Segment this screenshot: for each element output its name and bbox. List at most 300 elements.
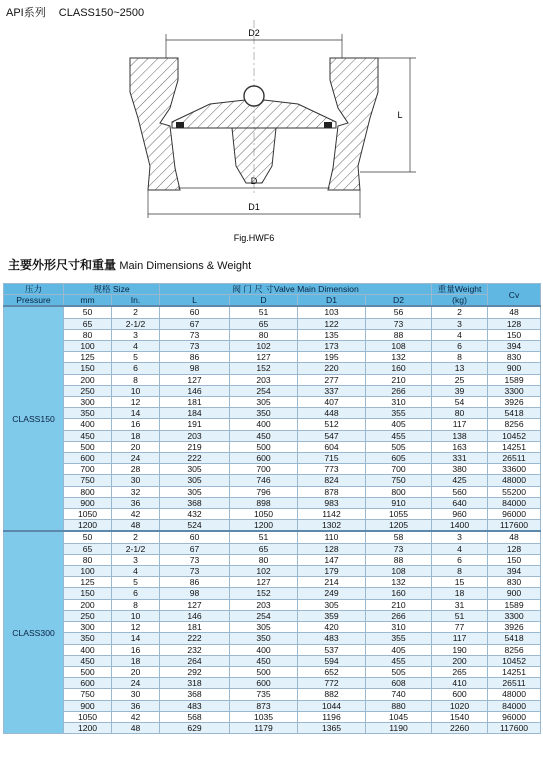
weight-kg-cell: 80 xyxy=(432,408,488,419)
weight-kg-cell: 425 xyxy=(432,475,488,486)
table-row xyxy=(4,588,541,599)
size-in-cell: 10 xyxy=(112,385,160,396)
table-row xyxy=(4,655,541,666)
size-in-cell: 16 xyxy=(112,644,160,655)
dim-d-cell: 873 xyxy=(230,700,298,711)
dim-l-cell: 73 xyxy=(160,566,230,577)
dim-d-cell: 102 xyxy=(230,566,298,577)
size-in-cell: 5 xyxy=(112,352,160,363)
dim-d1-cell: 220 xyxy=(298,363,366,374)
table-row xyxy=(4,622,541,633)
dim-d-cell: 400 xyxy=(230,419,298,430)
cv-cell: 150 xyxy=(488,329,541,340)
dim-d-cell: 796 xyxy=(230,486,298,497)
header-d: D xyxy=(230,295,298,307)
dim-d2-cell: 88 xyxy=(366,329,432,340)
size-mm-cell: 400 xyxy=(64,644,112,655)
size-mm-cell: 600 xyxy=(64,453,112,464)
dim-l-cell: 305 xyxy=(160,486,230,497)
dim-d2-cell: 740 xyxy=(366,689,432,700)
dim-label-d1: D1 xyxy=(248,202,260,212)
dim-d1-cell: 547 xyxy=(298,430,366,441)
size-mm-cell: 450 xyxy=(64,655,112,666)
section-title-cn: 主要外形尺寸和重量 xyxy=(8,258,117,272)
table-row xyxy=(4,306,541,318)
dim-l-cell: 222 xyxy=(160,633,230,644)
weight-kg-cell: 190 xyxy=(432,644,488,655)
dim-l-cell: 146 xyxy=(160,385,230,396)
cv-cell: 8256 xyxy=(488,419,541,430)
table-row xyxy=(4,318,541,329)
size-mm-cell: 200 xyxy=(64,374,112,385)
weight-kg-cell: 265 xyxy=(432,666,488,677)
dim-d2-cell: 605 xyxy=(366,453,432,464)
weight-kg-cell: 410 xyxy=(432,678,488,689)
dim-d1-cell: 173 xyxy=(298,341,366,352)
size-mm-cell: 500 xyxy=(64,666,112,677)
cv-cell: 96000 xyxy=(488,509,541,520)
dim-d1-cell: 604 xyxy=(298,441,366,452)
dim-d-cell: 350 xyxy=(230,408,298,419)
size-in-cell: 16 xyxy=(112,419,160,430)
dim-l-cell: 305 xyxy=(160,475,230,486)
dim-d1-cell: 652 xyxy=(298,666,366,677)
dim-l-cell: 305 xyxy=(160,464,230,475)
class-range: CLASS150~2500 xyxy=(58,7,145,19)
dim-d2-cell: 310 xyxy=(366,622,432,633)
pressure-class-cell: CLASS300 xyxy=(4,531,64,733)
size-in-cell: 18 xyxy=(112,655,160,666)
dim-d-cell: 65 xyxy=(230,318,298,329)
dim-d-cell: 80 xyxy=(230,554,298,565)
dim-d1-cell: 179 xyxy=(298,566,366,577)
cv-cell: 150 xyxy=(488,554,541,565)
dim-d-cell: 600 xyxy=(230,453,298,464)
dim-d2-cell: 88 xyxy=(366,554,432,565)
size-in-cell: 30 xyxy=(112,475,160,486)
table-row xyxy=(4,408,541,419)
size-in-cell: 30 xyxy=(112,689,160,700)
table-row xyxy=(4,475,541,486)
figure-caption: Fig.HWF6 xyxy=(233,233,275,243)
size-mm-cell: 125 xyxy=(64,352,112,363)
size-mm-cell: 250 xyxy=(64,610,112,621)
size-in-cell: 20 xyxy=(112,441,160,452)
size-mm-cell: 50 xyxy=(64,306,112,318)
dim-l-cell: 98 xyxy=(160,363,230,374)
size-in-cell: 5 xyxy=(112,577,160,588)
size-in-cell: 42 xyxy=(112,711,160,722)
dim-l-cell: 629 xyxy=(160,722,230,733)
dim-d2-cell: 160 xyxy=(366,363,432,374)
size-mm-cell: 300 xyxy=(64,397,112,408)
size-in-cell: 2-1/2 xyxy=(112,318,160,329)
cv-cell: 26511 xyxy=(488,678,541,689)
dim-d1-cell: 249 xyxy=(298,588,366,599)
table-row xyxy=(4,700,541,711)
weight-kg-cell: 560 xyxy=(432,486,488,497)
weight-kg-cell: 640 xyxy=(432,497,488,508)
size-mm-cell: 65 xyxy=(64,318,112,329)
dim-d-cell: 254 xyxy=(230,610,298,621)
dim-d-cell: 898 xyxy=(230,497,298,508)
dim-d1-cell: 715 xyxy=(298,453,366,464)
dim-d2-cell: 355 xyxy=(366,408,432,419)
weight-kg-cell: 331 xyxy=(432,453,488,464)
dim-d-cell: 600 xyxy=(230,678,298,689)
dim-d2-cell: 700 xyxy=(366,464,432,475)
dim-l-cell: 181 xyxy=(160,397,230,408)
table-row xyxy=(4,464,541,475)
size-in-cell: 36 xyxy=(112,700,160,711)
cv-cell: 5418 xyxy=(488,633,541,644)
cv-cell: 84000 xyxy=(488,700,541,711)
weight-kg-cell: 18 xyxy=(432,588,488,599)
cv-cell: 128 xyxy=(488,543,541,554)
dim-d2-cell: 750 xyxy=(366,475,432,486)
cv-cell: 3926 xyxy=(488,397,541,408)
size-mm-cell: 500 xyxy=(64,441,112,452)
table-row xyxy=(4,599,541,610)
weight-kg-cell: 15 xyxy=(432,577,488,588)
dim-d1-cell: 1302 xyxy=(298,520,366,532)
size-mm-cell: 50 xyxy=(64,531,112,543)
size-mm-cell: 350 xyxy=(64,633,112,644)
dim-l-cell: 73 xyxy=(160,341,230,352)
size-mm-cell: 450 xyxy=(64,430,112,441)
dim-d1-cell: 983 xyxy=(298,497,366,508)
weight-kg-cell: 3 xyxy=(432,531,488,543)
dim-d2-cell: 73 xyxy=(366,543,432,554)
cv-cell: 900 xyxy=(488,363,541,374)
dim-d1-cell: 1142 xyxy=(298,509,366,520)
size-mm-cell: 250 xyxy=(64,385,112,396)
table-row xyxy=(4,610,541,621)
cv-cell: 96000 xyxy=(488,711,541,722)
weight-kg-cell: 380 xyxy=(432,464,488,475)
cv-cell: 26511 xyxy=(488,453,541,464)
dim-d1-cell: 882 xyxy=(298,689,366,700)
dim-d2-cell: 56 xyxy=(366,306,432,318)
dim-d-cell: 1200 xyxy=(230,520,298,532)
dim-l-cell: 86 xyxy=(160,352,230,363)
size-mm-cell: 100 xyxy=(64,566,112,577)
dim-d-cell: 500 xyxy=(230,666,298,677)
size-in-cell: 10 xyxy=(112,610,160,621)
weight-kg-cell: 3 xyxy=(432,318,488,329)
dim-d-cell: 305 xyxy=(230,397,298,408)
dim-d2-cell: 608 xyxy=(366,678,432,689)
dim-d-cell: 1179 xyxy=(230,722,298,733)
dim-l-cell: 67 xyxy=(160,318,230,329)
cv-cell: 117600 xyxy=(488,722,541,733)
size-in-cell: 6 xyxy=(112,363,160,374)
cv-cell: 14251 xyxy=(488,441,541,452)
dim-d1-cell: 305 xyxy=(298,599,366,610)
size-mm-cell: 800 xyxy=(64,486,112,497)
dim-l-cell: 568 xyxy=(160,711,230,722)
table-row xyxy=(4,441,541,452)
size-mm-cell: 1050 xyxy=(64,711,112,722)
header-cv: Cv xyxy=(488,284,541,307)
dim-l-cell: 222 xyxy=(160,453,230,464)
weight-kg-cell: 1020 xyxy=(432,700,488,711)
table-row xyxy=(4,644,541,655)
weight-kg-cell: 960 xyxy=(432,509,488,520)
size-in-cell: 36 xyxy=(112,497,160,508)
dim-d2-cell: 132 xyxy=(366,352,432,363)
hinge-pin xyxy=(244,86,264,106)
weight-kg-cell: 2260 xyxy=(432,722,488,733)
weight-kg-cell: 39 xyxy=(432,385,488,396)
dim-d1-cell: 277 xyxy=(298,374,366,385)
size-mm-cell: 900 xyxy=(64,497,112,508)
cv-cell: 1589 xyxy=(488,599,541,610)
size-mm-cell: 750 xyxy=(64,689,112,700)
dim-l-cell: 98 xyxy=(160,588,230,599)
table-row xyxy=(4,633,541,644)
cv-cell: 3926 xyxy=(488,622,541,633)
cv-cell: 55200 xyxy=(488,486,541,497)
dim-d1-cell: 214 xyxy=(298,577,366,588)
size-mm-cell: 1050 xyxy=(64,509,112,520)
dim-d-cell: 746 xyxy=(230,475,298,486)
dim-d2-cell: 405 xyxy=(366,644,432,655)
dim-d-cell: 203 xyxy=(230,599,298,610)
size-in-cell: 20 xyxy=(112,666,160,677)
header-mm: mm xyxy=(64,295,112,307)
table-row xyxy=(4,722,541,733)
dim-d1-cell: 407 xyxy=(298,397,366,408)
table-row xyxy=(4,397,541,408)
cv-cell: 33600 xyxy=(488,464,541,475)
dim-d-cell: 1035 xyxy=(230,711,298,722)
table-row xyxy=(4,554,541,565)
dim-d2-cell: 355 xyxy=(366,633,432,644)
section-heading xyxy=(8,256,251,273)
table-body xyxy=(4,306,541,733)
dim-l-cell: 264 xyxy=(160,655,230,666)
size-in-cell: 8 xyxy=(112,599,160,610)
size-mm-cell: 350 xyxy=(64,408,112,419)
header-size: 规格 Size xyxy=(64,284,160,295)
size-mm-cell: 1200 xyxy=(64,722,112,733)
dim-d1-cell: 1365 xyxy=(298,722,366,733)
dim-d1-cell: 103 xyxy=(298,306,366,318)
size-mm-cell: 100 xyxy=(64,341,112,352)
series-label: API系列 xyxy=(6,7,46,19)
header-d2: D2 xyxy=(366,295,432,307)
dim-l-cell: 184 xyxy=(160,408,230,419)
dim-d2-cell: 58 xyxy=(366,531,432,543)
dim-d2-cell: 160 xyxy=(366,588,432,599)
weight-kg-cell: 138 xyxy=(432,430,488,441)
dim-d2-cell: 1190 xyxy=(366,722,432,733)
dim-d2-cell: 1045 xyxy=(366,711,432,722)
dim-d2-cell: 210 xyxy=(366,374,432,385)
size-in-cell: 28 xyxy=(112,464,160,475)
table-row xyxy=(4,543,541,554)
dim-d2-cell: 266 xyxy=(366,385,432,396)
dim-d2-cell: 1205 xyxy=(366,520,432,532)
weight-kg-cell: 8 xyxy=(432,352,488,363)
weight-kg-cell: 77 xyxy=(432,622,488,633)
table-row xyxy=(4,666,541,677)
weight-kg-cell: 1540 xyxy=(432,711,488,722)
dim-d1-cell: 1196 xyxy=(298,711,366,722)
weight-kg-cell: 117 xyxy=(432,633,488,644)
dim-d2-cell: 800 xyxy=(366,486,432,497)
header-in: In. xyxy=(112,295,160,307)
dim-d2-cell: 910 xyxy=(366,497,432,508)
dim-l-cell: 368 xyxy=(160,689,230,700)
dim-d-cell: 152 xyxy=(230,588,298,599)
cv-cell: 48 xyxy=(488,531,541,543)
dim-l-cell: 483 xyxy=(160,700,230,711)
dim-d-cell: 65 xyxy=(230,543,298,554)
dim-l-cell: 127 xyxy=(160,374,230,385)
size-in-cell: 8 xyxy=(112,374,160,385)
weight-kg-cell: 2 xyxy=(432,306,488,318)
size-mm-cell: 150 xyxy=(64,588,112,599)
dim-d-cell: 254 xyxy=(230,385,298,396)
dim-d2-cell: 310 xyxy=(366,397,432,408)
cv-cell: 394 xyxy=(488,566,541,577)
cv-cell: 14251 xyxy=(488,666,541,677)
size-in-cell: 32 xyxy=(112,486,160,497)
dim-d-cell: 152 xyxy=(230,363,298,374)
dim-d1-cell: 772 xyxy=(298,678,366,689)
cv-cell: 3300 xyxy=(488,610,541,621)
weight-kg-cell: 163 xyxy=(432,441,488,452)
dim-d1-cell: 195 xyxy=(298,352,366,363)
size-mm-cell: 65 xyxy=(64,543,112,554)
table-row xyxy=(4,453,541,464)
size-mm-cell: 900 xyxy=(64,700,112,711)
dim-l-cell: 146 xyxy=(160,610,230,621)
size-in-cell: 48 xyxy=(112,722,160,733)
dim-l-cell: 368 xyxy=(160,497,230,508)
dim-l-cell: 181 xyxy=(160,622,230,633)
section-title-en: Main Dimensions & Weight xyxy=(119,260,252,272)
header-pressure-en: Pressure xyxy=(4,295,64,307)
dim-d-cell: 51 xyxy=(230,531,298,543)
dim-d1-cell: 110 xyxy=(298,531,366,543)
cv-cell: 84000 xyxy=(488,497,541,508)
header-weight-unit: (kg) xyxy=(432,295,488,307)
size-in-cell: 24 xyxy=(112,678,160,689)
dim-d-cell: 350 xyxy=(230,633,298,644)
size-in-cell: 2 xyxy=(112,531,160,543)
dim-l-cell: 524 xyxy=(160,520,230,532)
weight-kg-cell: 54 xyxy=(432,397,488,408)
size-in-cell: 3 xyxy=(112,554,160,565)
dim-d-cell: 51 xyxy=(230,306,298,318)
dim-l-cell: 67 xyxy=(160,543,230,554)
table-row xyxy=(4,531,541,543)
size-in-cell: 18 xyxy=(112,430,160,441)
dim-d-cell: 450 xyxy=(230,430,298,441)
size-mm-cell: 750 xyxy=(64,475,112,486)
dim-d-cell: 127 xyxy=(230,352,298,363)
dim-d1-cell: 337 xyxy=(298,385,366,396)
dim-label-d: D xyxy=(250,176,258,186)
header-main-dimension: 阀 门 尺 寸Valve Main Dimension xyxy=(160,284,432,295)
weight-kg-cell: 51 xyxy=(432,610,488,621)
cv-cell: 117600 xyxy=(488,520,541,532)
dim-d1-cell: 824 xyxy=(298,475,366,486)
table-row xyxy=(4,711,541,722)
size-in-cell: 2 xyxy=(112,306,160,318)
dim-d2-cell: 108 xyxy=(366,566,432,577)
table-row xyxy=(4,509,541,520)
dim-l-cell: 232 xyxy=(160,644,230,655)
dim-d1-cell: 773 xyxy=(298,464,366,475)
size-mm-cell: 200 xyxy=(64,599,112,610)
dim-label-l: L xyxy=(397,110,403,120)
table-row xyxy=(4,385,541,396)
dim-l-cell: 219 xyxy=(160,441,230,452)
table-row xyxy=(4,329,541,340)
dim-d1-cell: 128 xyxy=(298,543,366,554)
table-row xyxy=(4,497,541,508)
size-in-cell: 12 xyxy=(112,397,160,408)
header-pressure-cn: 压力 xyxy=(4,284,64,295)
table-row xyxy=(4,363,541,374)
weight-kg-cell: 117 xyxy=(432,419,488,430)
weight-kg-cell: 8 xyxy=(432,566,488,577)
dim-d2-cell: 505 xyxy=(366,441,432,452)
dim-d1-cell: 147 xyxy=(298,554,366,565)
weight-kg-cell: 4 xyxy=(432,329,488,340)
dim-l-cell: 73 xyxy=(160,329,230,340)
pressure-class-cell: CLASS150 xyxy=(4,306,64,531)
table-row xyxy=(4,520,541,532)
size-mm-cell: 700 xyxy=(64,464,112,475)
weight-kg-cell: 1400 xyxy=(432,520,488,532)
dim-l-cell: 292 xyxy=(160,666,230,677)
size-mm-cell: 125 xyxy=(64,577,112,588)
dim-d1-cell: 878 xyxy=(298,486,366,497)
dim-d1-cell: 122 xyxy=(298,318,366,329)
table-row xyxy=(4,352,541,363)
cv-cell: 830 xyxy=(488,577,541,588)
dim-d1-cell: 359 xyxy=(298,610,366,621)
dim-d2-cell: 73 xyxy=(366,318,432,329)
dim-d-cell: 500 xyxy=(230,441,298,452)
dim-d1-cell: 594 xyxy=(298,655,366,666)
weight-kg-cell: 4 xyxy=(432,543,488,554)
dim-d2-cell: 210 xyxy=(366,599,432,610)
dim-l-cell: 432 xyxy=(160,509,230,520)
dim-d2-cell: 132 xyxy=(366,577,432,588)
cv-cell: 48000 xyxy=(488,475,541,486)
weight-kg-cell: 600 xyxy=(432,689,488,700)
dim-d2-cell: 266 xyxy=(366,610,432,621)
size-mm-cell: 80 xyxy=(64,329,112,340)
cv-cell: 8256 xyxy=(488,644,541,655)
weight-kg-cell: 6 xyxy=(432,554,488,565)
size-mm-cell: 80 xyxy=(64,554,112,565)
dim-d1-cell: 483 xyxy=(298,633,366,644)
dim-l-cell: 127 xyxy=(160,599,230,610)
dimensions-table xyxy=(3,283,541,734)
weight-kg-cell: 25 xyxy=(432,374,488,385)
size-in-cell: 48 xyxy=(112,520,160,532)
dim-d1-cell: 537 xyxy=(298,644,366,655)
size-in-cell: 42 xyxy=(112,509,160,520)
cv-cell: 1589 xyxy=(488,374,541,385)
